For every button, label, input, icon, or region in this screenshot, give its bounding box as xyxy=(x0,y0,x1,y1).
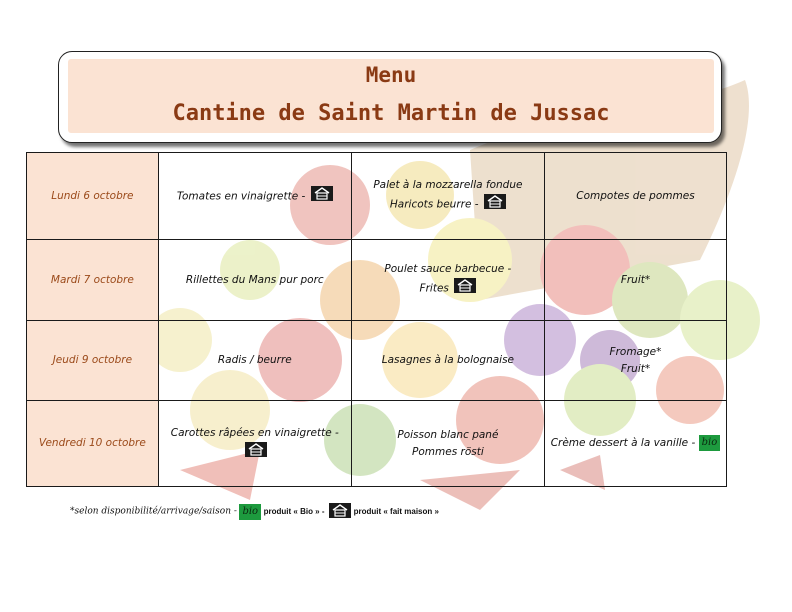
menu-title: Menu xyxy=(365,63,417,87)
house-icon xyxy=(329,503,351,520)
dish-text: Poulet sauce barbecue - xyxy=(384,263,512,275)
day-label: Mardi 7 octobre xyxy=(27,240,159,321)
house-icon xyxy=(454,278,476,299)
dish-text: Fruit* xyxy=(620,273,651,286)
menu-cell-entree xyxy=(158,401,351,487)
availability-note: *selon disponibilité/arrivage/saison - xyxy=(70,506,237,517)
menu-cell-dessert xyxy=(544,240,726,321)
menu-cell-entree xyxy=(158,153,351,240)
menu-cell-entree xyxy=(158,321,351,401)
dish-text: Radis / beurre xyxy=(217,354,292,366)
menu-row xyxy=(27,153,727,240)
header-frame xyxy=(58,51,722,143)
dish-text: Fruit* xyxy=(620,362,651,375)
day-label: Jeudi 9 octobre xyxy=(27,321,159,401)
menu-cell-plat xyxy=(351,401,544,487)
dish-text: Crème dessert à la vanille - xyxy=(550,437,696,449)
dish-text: Haricots beurre - xyxy=(389,198,479,211)
day-label: Vendredi 10 octobre xyxy=(27,401,159,487)
house-icon xyxy=(311,186,333,207)
dish-text: Fromage* xyxy=(609,345,662,358)
dish-text: Carottes râpées en vinaigrette - xyxy=(170,426,339,439)
dish-text: Poisson blanc pané xyxy=(397,428,499,441)
dish-text: Tomates en vinaigrette - xyxy=(176,190,306,202)
house-icon xyxy=(245,442,267,463)
bio-badge: bio xyxy=(699,435,721,451)
header-panel xyxy=(68,59,714,133)
menu-cell-dessert xyxy=(544,401,726,487)
menu-cell-dessert xyxy=(544,321,726,401)
menu-cell-entree xyxy=(158,240,351,321)
dish-text: Rillettes du Mans pur porc xyxy=(185,273,324,286)
menu-row xyxy=(27,401,727,487)
menu-row xyxy=(27,321,727,401)
dish-text: Pommes rösti xyxy=(412,445,484,458)
dish-text: Lasagnes à la bolognaise xyxy=(381,354,515,366)
fait-maison-legend-text: produit « fait maison » xyxy=(353,507,439,516)
menu-cell-plat xyxy=(351,240,544,321)
canteen-name: Cantine de Saint Martin de Jussac xyxy=(172,101,610,126)
menu-table xyxy=(26,152,727,487)
bio-badge: bio xyxy=(239,504,261,520)
legend xyxy=(70,503,439,520)
house-icon xyxy=(484,194,506,215)
menu-row xyxy=(27,240,727,321)
menu-cell-dessert xyxy=(544,153,726,240)
dish-text: Palet à la mozzarella fondue xyxy=(373,179,523,191)
bio-legend-text: produit « Bio » - xyxy=(263,507,325,516)
dish-text: Compotes de pommes xyxy=(576,189,695,202)
menu-cell-plat xyxy=(351,153,544,240)
day-label: Lundi 6 octobre xyxy=(27,153,159,240)
menu-cell-plat xyxy=(351,321,544,401)
dish-text: Frites xyxy=(419,282,449,295)
